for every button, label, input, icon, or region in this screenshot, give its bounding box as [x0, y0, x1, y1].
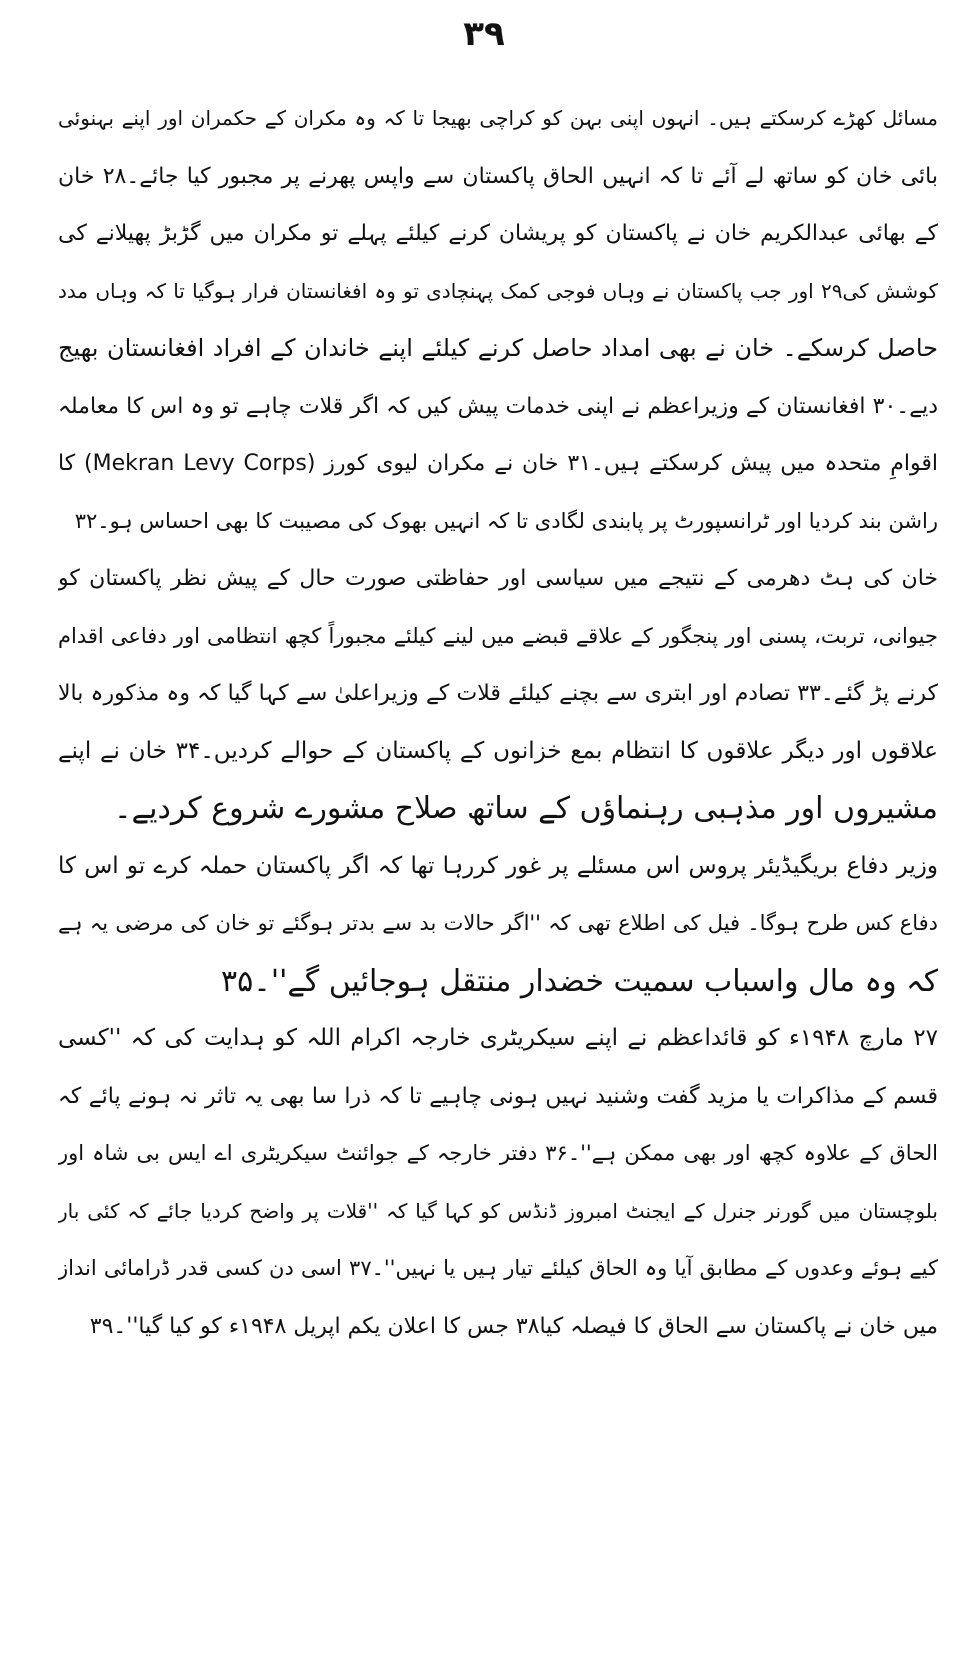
text-line: قسم کے مذاکرات یا مزید گفت وشنید نہیں ہونی چاہیے تا کہ ذرا سا بھی یہ تاثر نہ ہونے پائے کہ [58, 1083, 938, 1109]
text-line: ۲۷ مارچ ۱۹۴۸ء کو قائداعظم نے اپنے سیکریٹری خارجہ اکرام اللہ کو ہدایت کی کہ ''کسی [58, 1025, 938, 1051]
page-number: ۳۹ [463, 14, 505, 54]
text-line: بلوچستان میں گورنر جنرل کے ایجنٹ امبروز ڈنڈس کو کہا گیا کہ ''قلات پر واضح کردیا جائے کہ کئی بار [58, 1198, 938, 1223]
paragraph-4 [58, 1010, 938, 1355]
text-line: کیے ہوئے وعدوں کے مطابق آیا وہ الحاق کیلئے تیار ہیں یا نہیں''۔۳۷ اسی دن کسی قدر ڈرامائی انداز [58, 1256, 938, 1280]
text-line: علاقوں اور دیگر علاقوں کا انتظام بمع خزانوں کے پاکستان کے حوالے کردیں۔۳۴ خان نے اپنے [58, 737, 938, 764]
text-line: جیوانی، تربت، پسنی اور پنجگور کے علاقے قبضے میں لینے کیلئے مجبوراً کچھ انتظامی اور دفاعی اقدام [58, 623, 938, 648]
page-body [58, 90, 938, 1355]
text-line: بائی خان کو ساتھ لے آئے تا کہ انہیں الحاق پاکستان سے واپس پھرنے پر مجبور کیا جائے۔۲۸ خان [58, 163, 938, 189]
text-line: مسائل کھڑے کرسکتے ہیں۔ انہوں اپنی بہن کو کراچی بھیجا تا کہ وہ مکران کے حکمران اور اپنے بہنوئی [58, 106, 938, 130]
text-line: راشن بند کردیا اور ٹرانسپورٹ پر پابندی لگادی تا کہ انہیں بھوک کی مصیبت کا بھی احساس ہو۔۳۲ [74, 508, 938, 533]
text-line: دفاع کس طرح ہوگا۔ فیل کی اطلاع تھی کہ ''اگر حالات بد سے بدتر ہوگئے تو خان کی مرضی یہ ہے [58, 911, 938, 935]
text-line: الحاق کے علاوہ کچھ اور بھی ممکن ہے''۔۳۶ دفتر خارجہ کے جوائنٹ سیکریٹری اے ایس بی شاہ اور [58, 1141, 938, 1165]
paragraph-2 [58, 550, 938, 838]
text-line: حاصل کرسکے۔ خان نے بھی امداد حاصل کرنے کیلئے اپنے خاندان کے افراد افغانستان بھیج [58, 334, 938, 362]
text-line: کرنے پڑ گئے۔۳۳ تصادم اور ابتری سے بچنے کیلئے قلات کے وزیراعلیٰ سے کہا گیا کہ وہ مذکورہ بالا [58, 681, 938, 706]
text-line: کوشش کی۲۹ اور جب پاکستان نے وہاں فوجی کمک پہنچادی تو وہ افغانستان فرار ہوگیا تا کہ وہاں مدد [58, 278, 938, 303]
text-line: دیے۔۳۰ افغانستان کے وزیراعظم نے اپنی خدمات پیش کیں کہ اگر قلات چاہے تو وہ اس کا معاملہ [58, 393, 938, 419]
text-line: کہ وہ مال واسباب سمیت خضدار منتقل ہوجائیں گے''۔۳۵ [221, 963, 938, 999]
text-line: اقوامِ متحدہ میں پیش کرسکتے ہیں۔۳۱ خان نے مکران لیوی کورز (Mekran Levy Corps) کا [58, 451, 938, 476]
text-line: وزیر دفاع بریگیڈیئر پروس اس مسئلے پر غور کررہا تھا کہ اگر پاکستان حملہ کرے تو اس کا [58, 852, 938, 879]
text-line: مشیروں اور مذہبی رہنماؤں کے ساتھ صلاح مشورے شروع کردیے۔ [113, 791, 938, 826]
paragraph-3 [58, 838, 938, 1011]
paragraph-1 [58, 90, 938, 550]
text-line: خان کی ہٹ دھرمی کے نتیجے میں سیاسی اور حفاظتی صورت حال کے پیش نظر پاکستان کو [58, 566, 938, 591]
text-line: میں خان نے پاکستان سے الحاق کا فیصلہ کیا۳۸ جس کا اعلان یکم اپریل ۱۹۴۸ء کو کیا گیا''۔۳۹ [89, 1313, 938, 1339]
text-line: کے بھائی عبدالکریم خان نے پاکستان کو پریشان کرنے کیلئے پہلے تو مکران میں گڑبڑ پھیلانے کی [58, 221, 938, 246]
